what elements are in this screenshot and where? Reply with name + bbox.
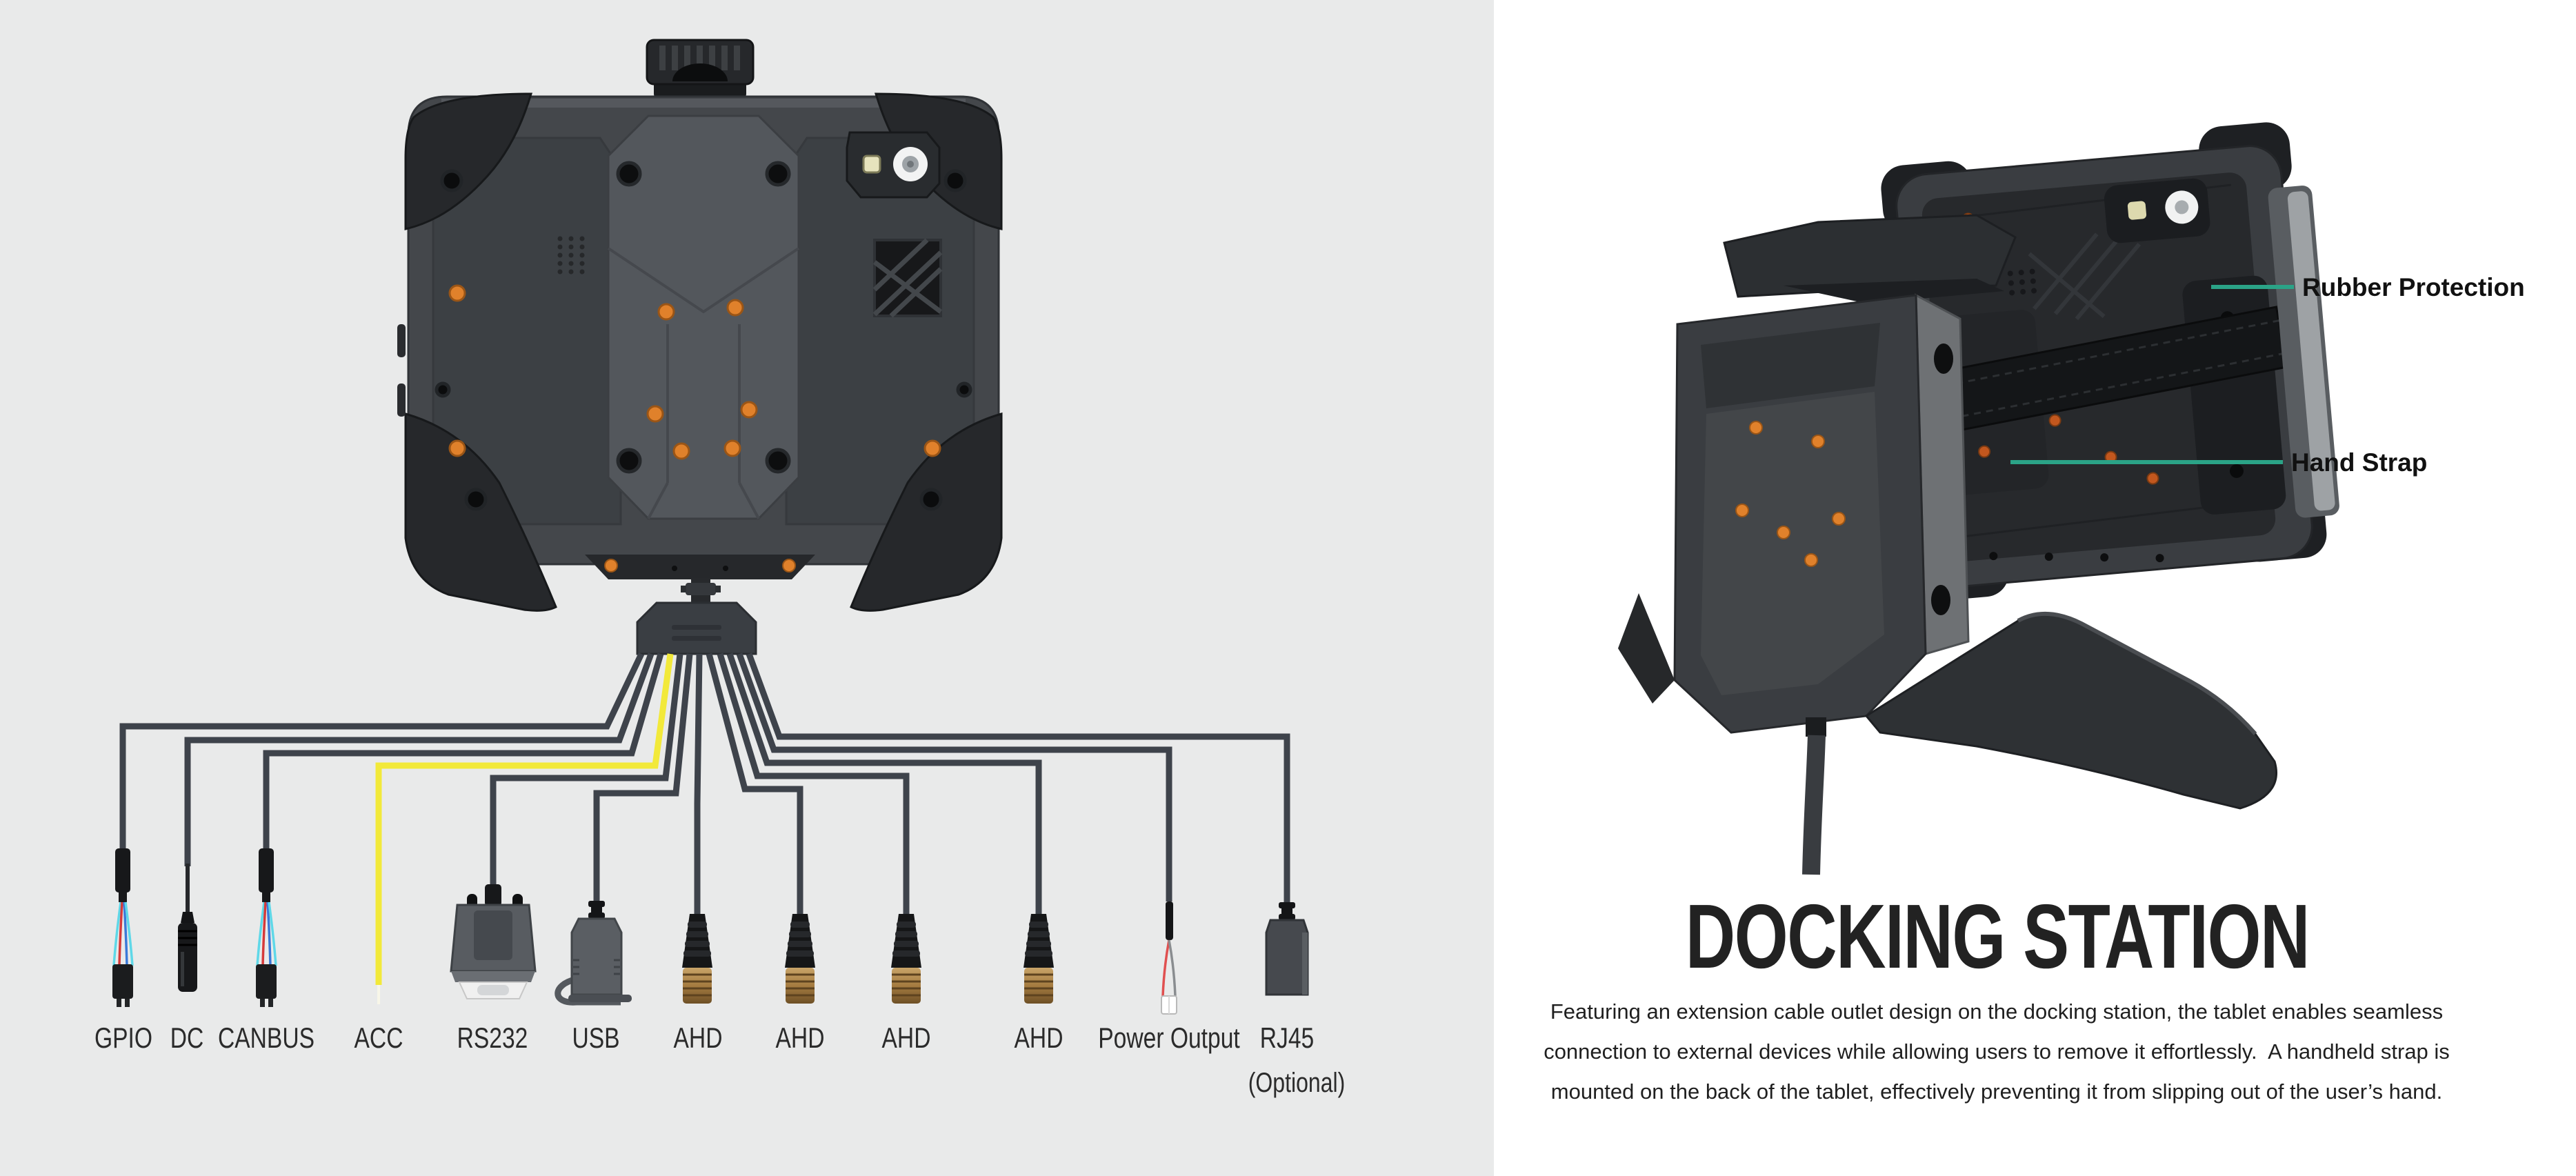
port-sublabel-rj45: (Optional) <box>1248 1068 1346 1098</box>
usb-connector-icon <box>558 901 632 1002</box>
port-label-acc: ACC <box>354 1021 403 1054</box>
section-title: DOCKING STATION <box>1685 886 2310 987</box>
dc-connector-icon <box>178 864 197 992</box>
cable-ahd-4 <box>730 654 1039 916</box>
port-label-ahd-4: AHD <box>1014 1021 1064 1054</box>
gpio-connector-icon <box>112 848 133 1007</box>
cable-dc <box>188 654 651 866</box>
cable-ahd-3 <box>720 654 906 916</box>
top-clip-icon <box>647 40 753 99</box>
port-label-ahd-3: AHD <box>881 1021 931 1054</box>
ahd-connector-icons <box>682 914 1054 1004</box>
hand-strap-callout: Hand Strap <box>2291 448 2428 477</box>
port-label-dc: DC <box>170 1021 204 1054</box>
port-label-gpio: GPIO <box>94 1021 153 1054</box>
port-label-canbus: CANBUS <box>217 1021 315 1054</box>
side-button <box>397 383 406 417</box>
port-label-ahd-2: AHD <box>775 1021 825 1054</box>
dock-cable-gland <box>1806 717 1826 737</box>
hand-strap-leader-line <box>2010 460 2283 464</box>
rs232-connector-icon <box>451 884 535 999</box>
description-line: mounted on the back of the tablet, effectively preventing it from slipping out of the user’s hand. <box>1550 1079 2443 1104</box>
port-label-rj45: RJ45 <box>1259 1021 1315 1054</box>
power-output-connector-icon <box>1161 901 1177 1014</box>
section-description <box>1538 992 2455 1112</box>
description-line: Featuring an extension cable outlet design on the docking station, the tablet enables seamless <box>1550 999 2444 1024</box>
rubber-protection-callout: Rubber Protection <box>2302 273 2525 301</box>
mount-plate <box>608 116 799 519</box>
description-line: connection to external devices while allowing users to remove it effortlessly. A handheld strap is <box>1544 1039 2450 1064</box>
docked-tablet-camera-icon <box>2103 177 2211 244</box>
port-label-usb: USB <box>572 1021 620 1054</box>
camera-icon <box>847 132 939 197</box>
cable-ahd-1 <box>697 654 699 916</box>
rj45-connector-icon <box>1266 902 1308 995</box>
port-label-power-output: Power Output <box>1098 1021 1240 1054</box>
canbus-connector-icon <box>256 848 277 1007</box>
cable-canbus <box>266 654 661 850</box>
rubber-protection-leader-line <box>2211 285 2294 289</box>
dock-cable <box>1811 735 1817 875</box>
vent-icon <box>875 240 941 316</box>
port-label-ahd-1: AHD <box>673 1021 723 1054</box>
bottom-dock-connector <box>585 555 815 654</box>
port-label-rs232: RS232 <box>457 1021 528 1054</box>
side-button <box>397 324 406 357</box>
